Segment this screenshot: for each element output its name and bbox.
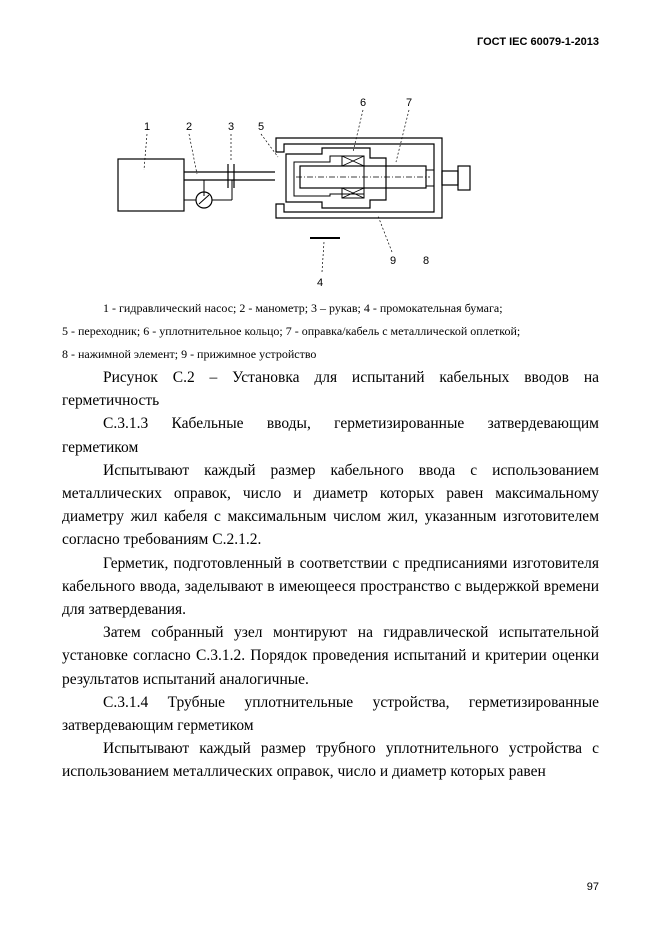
label-6: 6 (360, 97, 367, 109)
document-header: ГОСТ IEC 60079-1-2013 (477, 36, 599, 48)
label-8: 8 (423, 255, 430, 267)
section-heading-c314: С.3.1.4 Трубные уплотнительные устройства, герметизированные затвердевающим герметиком (62, 693, 599, 735)
label-1: 1 (144, 121, 151, 133)
label-7: 7 (406, 97, 413, 109)
label-5: 5 (258, 121, 265, 133)
paragraph: Затем собранный узел монтируют на гидравлической испытательной установке согласно С.3.1.2. Порядок проведения испытаний и критерии оценки результатов испытаний аналогичные. (62, 624, 599, 688)
body-text (62, 366, 599, 784)
paragraph: Герметик, подготовленный в соответствии с предписаниями изготовителя кабельного ввода, заделывают в имеющееся пространство с выдержкой времени для затвердевания. (62, 554, 599, 619)
label-3: 3 (228, 121, 235, 133)
paragraph: Испытывают каждый размер трубного уплотнительного устройства с использованием металлических оправок, число и диаметр которых равен (62, 740, 599, 781)
paragraph: Испытывают каждый размер кабельного ввода с использованием металлических оправок, число и диаметр которых равен максимальному диаметру жил кабеля с максимальным числом жил, указанным изготовителем согласно требованиям С.2.1.2. (62, 461, 599, 549)
legend-line-1: 1 - гидравлический насос; 2 - манометр; 3 – рукав; 4 - промокательная бумага; (103, 301, 503, 315)
test-setup-figure (100, 92, 500, 292)
label-2: 2 (186, 121, 193, 133)
legend-line-2: 5 - переходник; 6 - уплотнительное кольцо; 7 - оправка/кабель с металлической оплеткой; (62, 324, 521, 338)
section-heading-c313: С.3.1.3 Кабельные вводы, герметизированные затвердевающим герметиком (62, 415, 599, 456)
figure-legend (62, 297, 599, 366)
test-setup-diagram (100, 92, 500, 292)
legend-line-3: 8 - нажимной элемент; 9 - прижимное устройство (62, 347, 317, 361)
page-number: 97 (586, 881, 599, 893)
figure-title: Рисунок С.2 – Установка для испытаний кабельных вводов на герметичность (62, 369, 599, 410)
label-4: 4 (317, 277, 324, 289)
label-9: 9 (390, 255, 397, 267)
